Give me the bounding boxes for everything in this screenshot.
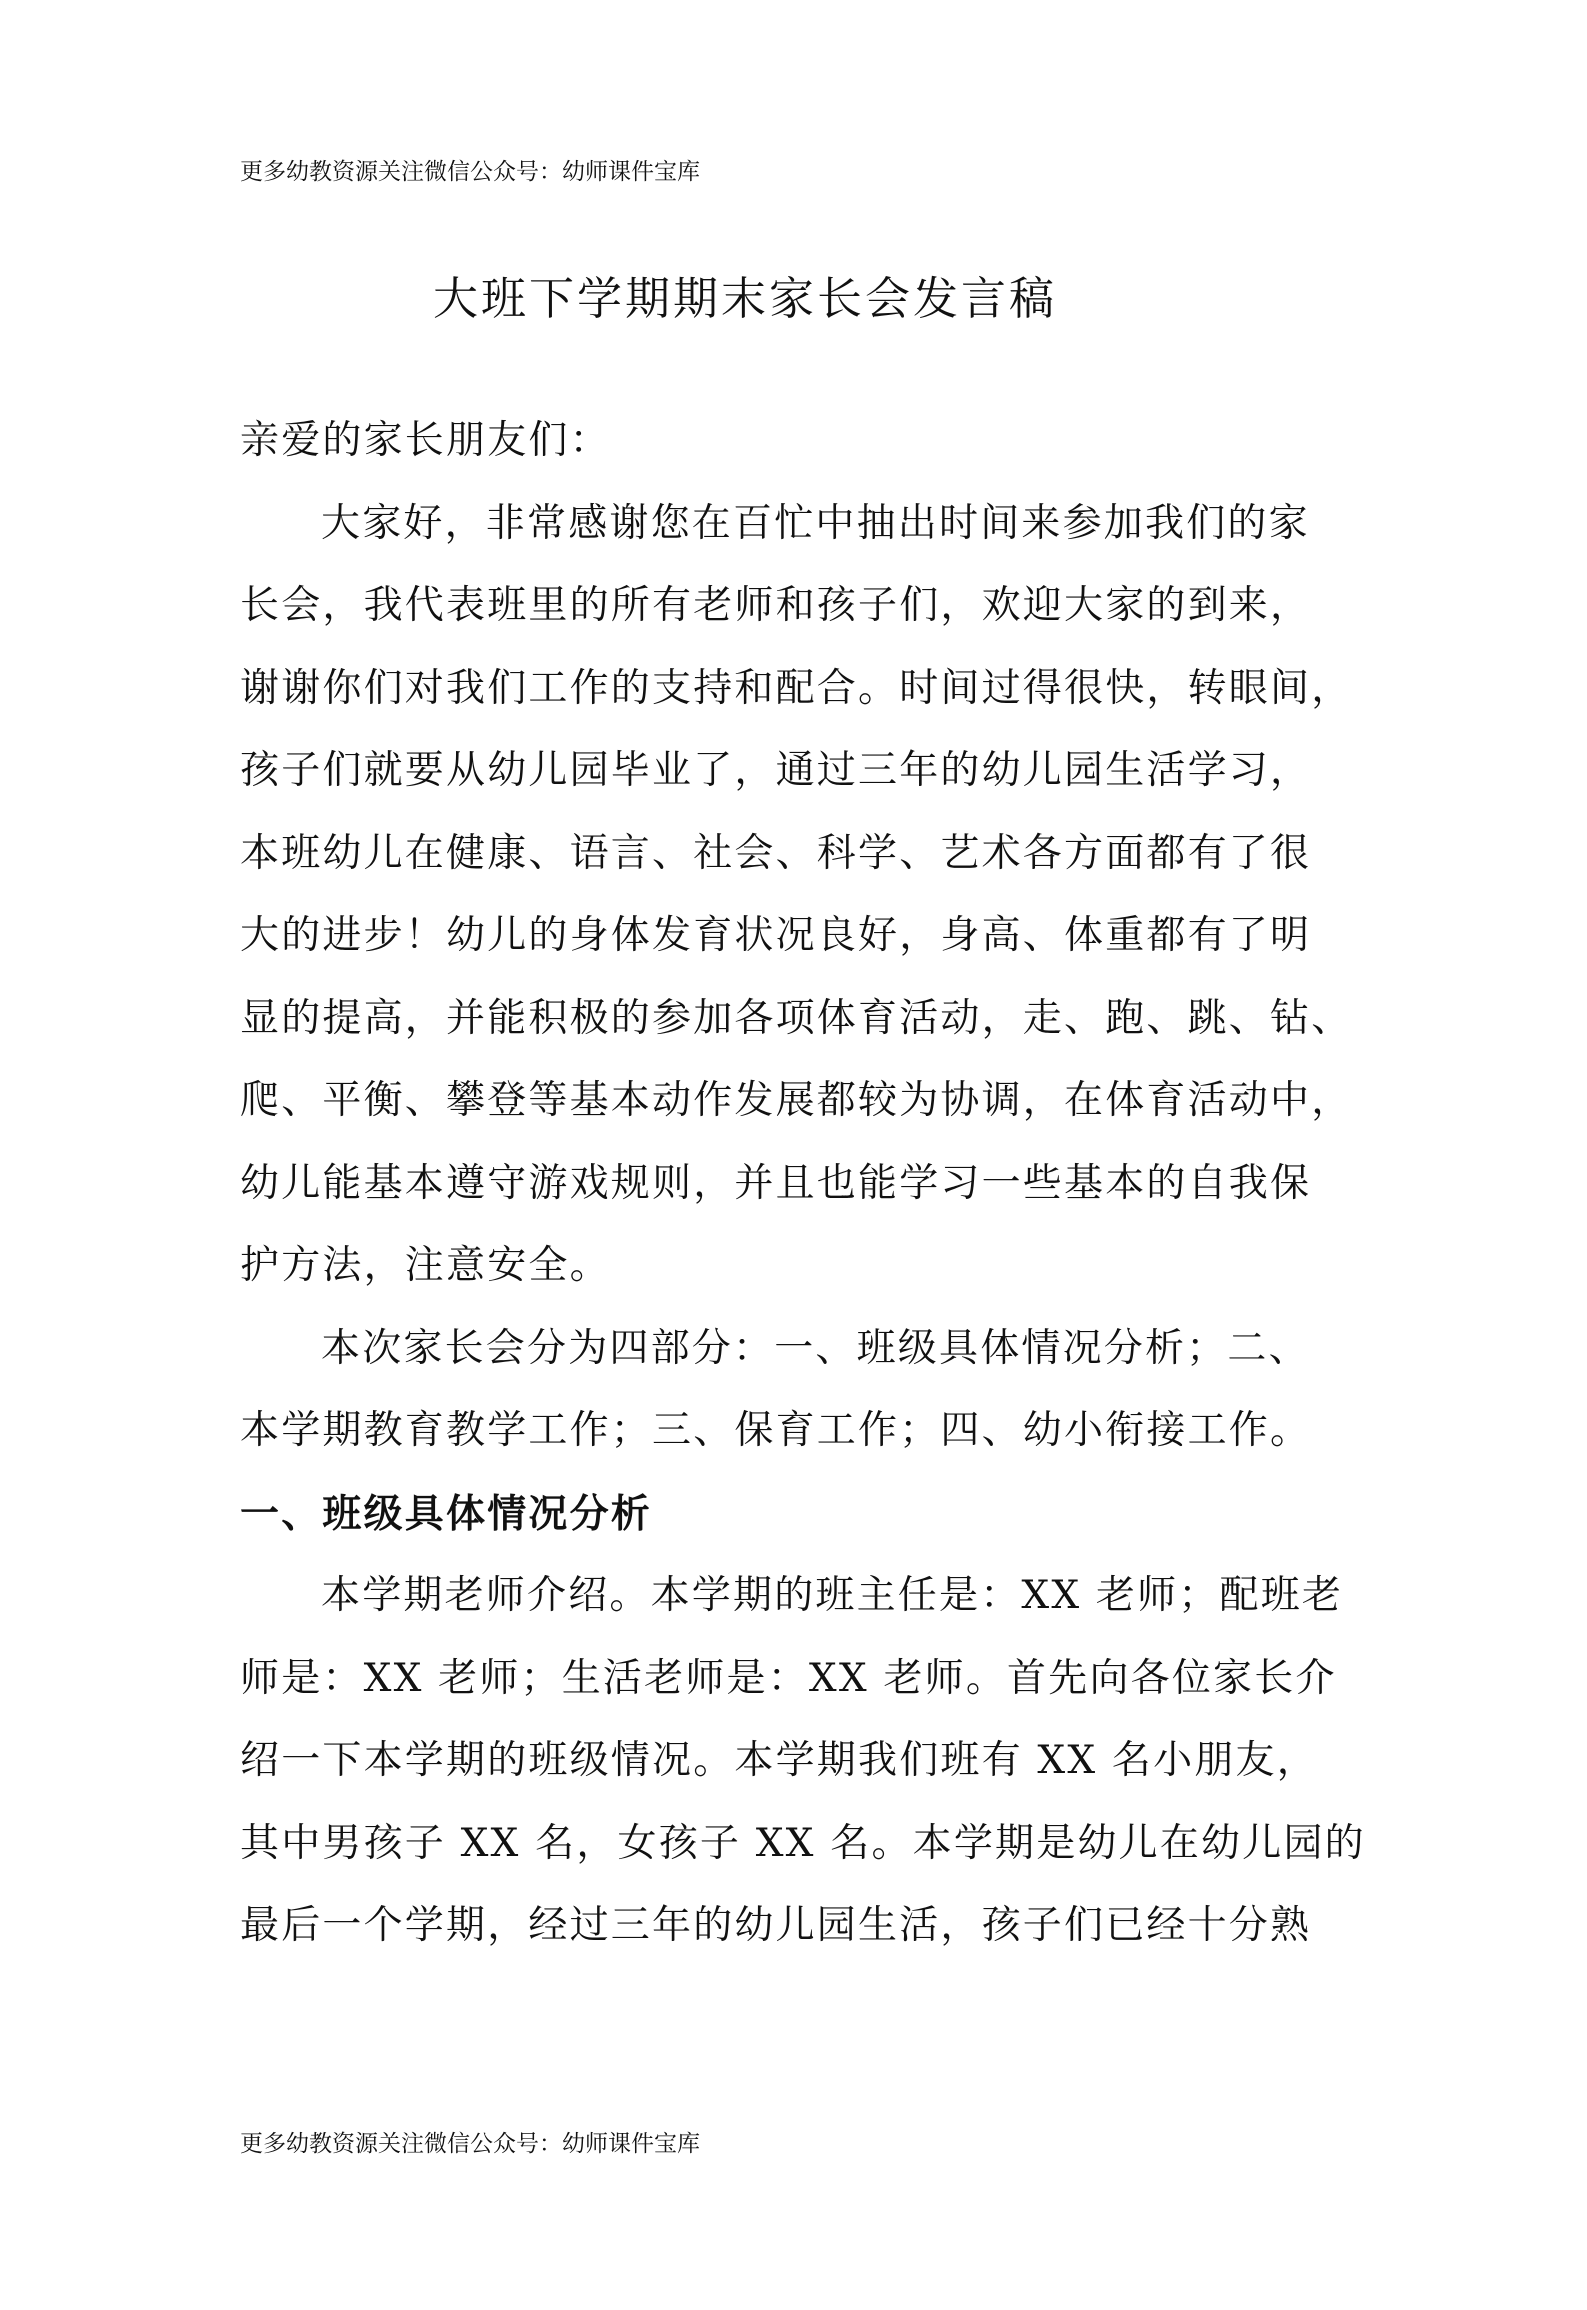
paragraph-line: 师是：XX 老师；生活老师是：XX 老师。首先向各位家长介 bbox=[240, 1655, 1337, 1701]
paragraph-line: 亲爱的家长朋友们： bbox=[240, 418, 611, 463]
paragraph-line: 本班幼儿在健康、语言、社会、科学、艺术各方面都有了很 bbox=[240, 830, 1312, 876]
paragraph-line: 本学期老师介绍。本学期的班主任是：XX 老师；配班老 bbox=[321, 1573, 1344, 1618]
paragraph-line: 爬、平衡、攀登等基本动作发展都较为协调，在体育活动中， bbox=[240, 1078, 1353, 1123]
paragraph-line: 本学期教育教学工作；三、保育工作；四、幼小衔接工作。 bbox=[240, 1408, 1312, 1453]
paragraph-line: 本次家长会分为四部分：一、班级具体情况分析；二、 bbox=[321, 1325, 1310, 1371]
paragraph-line: 护方法，注意安全。 bbox=[240, 1243, 611, 1288]
paragraph-line: 孩子们就要从幼儿园毕业了，通过三年的幼儿园生活学习， bbox=[240, 748, 1312, 793]
section-heading: 一、班级具体情况分析 bbox=[240, 1490, 653, 1537]
document-body bbox=[240, 400, 1366, 1968]
paragraph-line: 显的提高，并能积极的参加各项体育活动，走、跑、跳、钻、 bbox=[240, 995, 1353, 1041]
page-footer-promo: 更多幼教资源关注微信公众号：幼师课件宝库 bbox=[240, 2131, 700, 2157]
paragraph-line: 幼儿能基本遵守游戏规则，并且也能学习一些基本的自我保 bbox=[240, 1160, 1312, 1206]
paragraph-line: 大的进步！幼儿的身体发育状况良好，身高、体重都有了明 bbox=[240, 913, 1312, 958]
paragraph-line: 最后一个学期，经过三年的幼儿园生活，孩子们已经十分熟 bbox=[240, 1903, 1312, 1948]
page-header-promo: 更多幼教资源关注微信公众号：幼师课件宝库 bbox=[240, 159, 700, 185]
paragraph-line: 谢谢你们对我们工作的支持和配合。时间过得很快，转眼间， bbox=[240, 665, 1353, 711]
paragraph-line: 长会，我代表班里的所有老师和孩子们，欢迎大家的到来， bbox=[240, 583, 1312, 628]
paragraph-line: 绍一下本学期的班级情况。本学期我们班有 XX 名小朋友， bbox=[240, 1738, 1318, 1783]
paragraph-line: 大家好，非常感谢您在百忙中抽出时间来参加我们的家 bbox=[321, 500, 1310, 546]
paragraph-line: 其中男孩子 XX 名，女孩子 XX 名。本学期是幼儿在幼儿园的 bbox=[240, 1820, 1366, 1866]
document-title: 大班下学期期末家长会发言稿 bbox=[432, 272, 1057, 325]
